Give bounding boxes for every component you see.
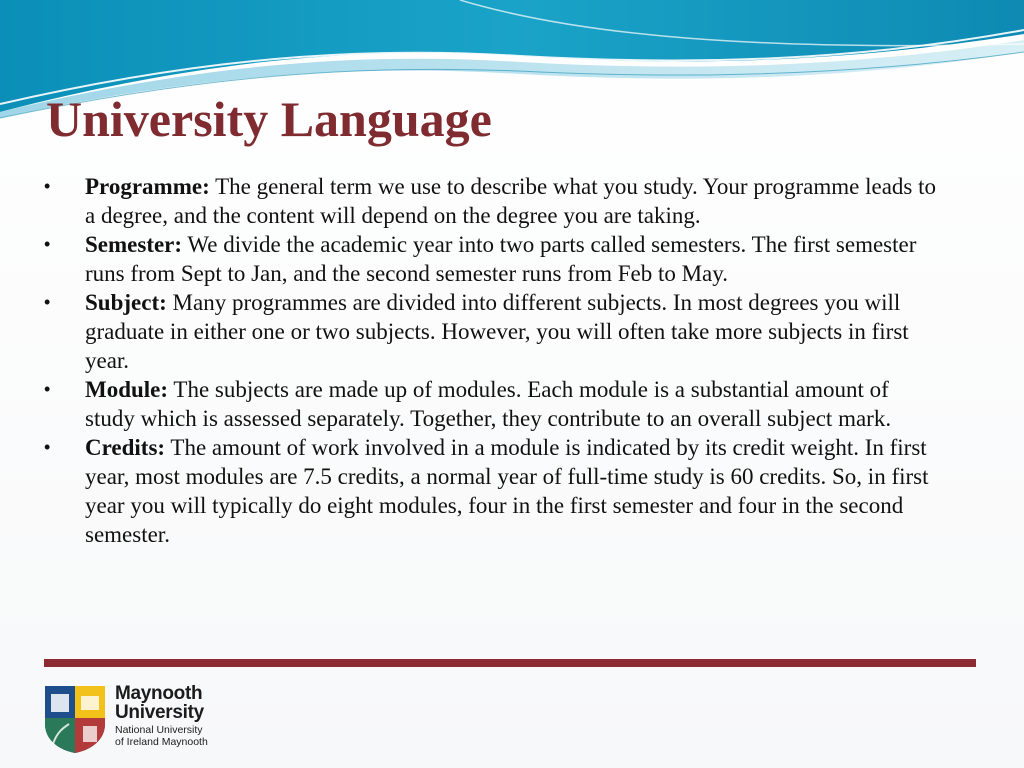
bullet-item-credits [44,433,944,549]
logo-line-3: National University [115,724,203,736]
bullet-text: The general term we use to describe what you study. Your programme leads to a degree, and the content will depend on the degree you are taking. [85,174,936,228]
bullet-text: We divide the academic year into two parts called semesters. The first semester runs from Sept to Jan, and the second semester runs from Feb to May. [85,232,917,286]
slide-title: University Language [46,91,492,147]
bullet-item-module [44,375,944,433]
bullet-term: Programme: [85,174,210,199]
bullet-term: Module: [85,377,169,402]
footer-divider [44,659,976,667]
bullet-text: The amount of work involved in a module is indicated by its credit weight. In first year, most modules are 7.5 credits, a normal year of full-time study is 60 credits. So, in first year you will typically do eight modules, four in the first semester and four in the second semester. [85,435,929,547]
bullet-list [44,172,944,549]
bullet-icon: • [44,176,51,196]
bullet-item-subject [44,288,944,375]
bullet-icon: • [44,437,51,457]
logo-line-4: of Ireland Maynooth [115,736,208,748]
bullet-term: Subject: [85,290,167,315]
logo-line-1: Maynooth [115,683,203,704]
bullet-term: Semester: [85,232,183,257]
bullet-text: Many programmes are divided into different subjects. In most degrees you will graduate in either one or two subjects. However, you will often take more subjects in first year. [85,290,909,373]
bullet-term: Credits: [85,435,166,460]
bullet-text: The subjects are made up of modules. Each module is a substantial amount of study which is assessed separately. Together, they contribute to an overall subject mark. [85,377,892,431]
bullet-icon: • [44,234,51,254]
bullet-icon: • [44,292,51,312]
maynooth-crest-icon [43,684,107,754]
bullet-item-programme [44,172,944,230]
logo-line-2: University [115,702,204,723]
bullet-icon: • [44,379,51,399]
university-logo [43,684,223,756]
logo-wordmark [115,684,208,748]
bullet-item-semester [44,230,944,288]
